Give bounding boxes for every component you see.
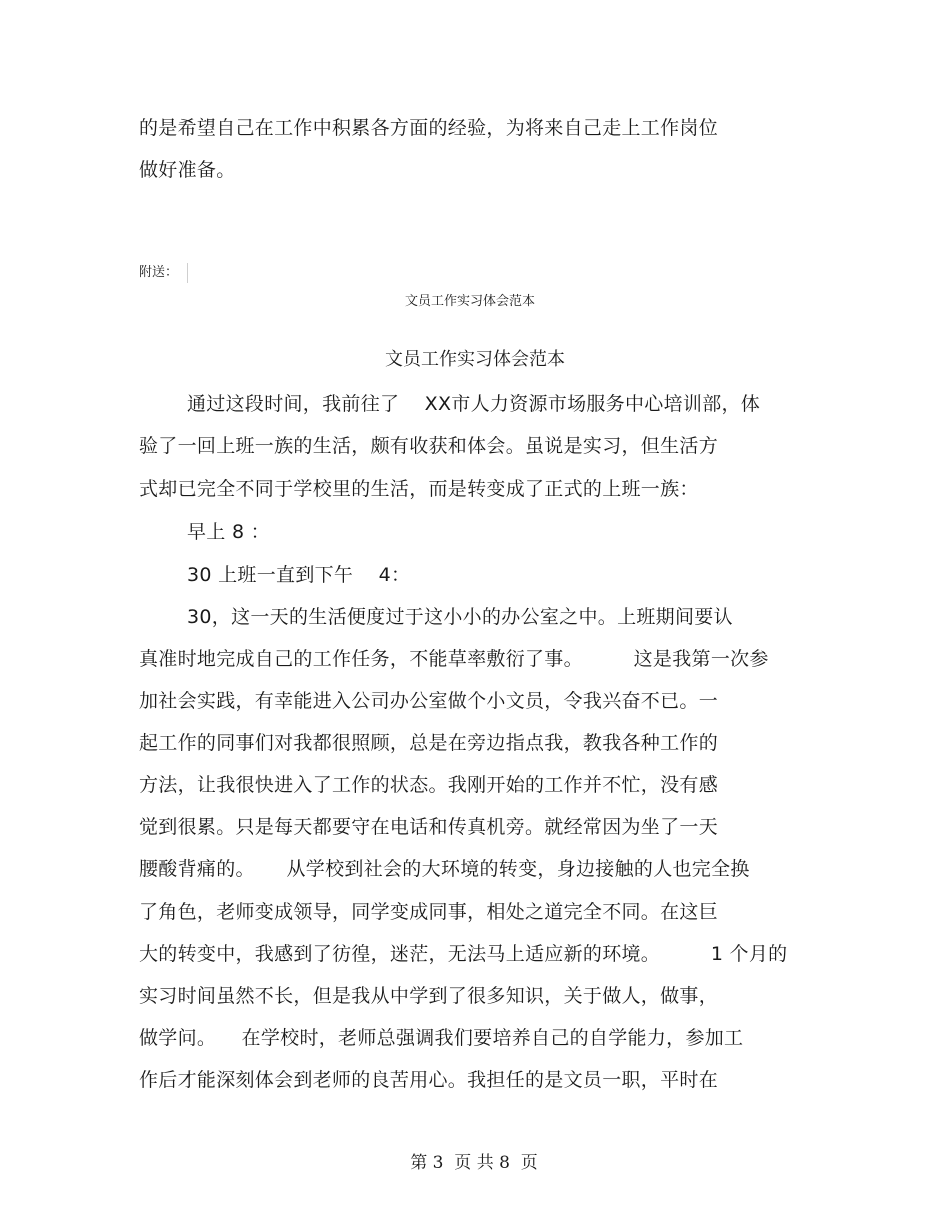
appendix-label: 附送： <box>139 265 179 280</box>
body-line: 起工作的同事们对我都很照顾，总是在旁边指点我，教我各种工作的 <box>139 732 719 754</box>
body-line: 验了一回上班一族的生活，颇有收获和体会。虽说是实习，但生活方 <box>139 435 719 457</box>
body-line: 做学问。 在学校时，老师总强调我们要培养自己的自学能力，参加工 <box>139 1027 744 1049</box>
body-line: 早上 8 ： <box>187 521 270 543</box>
paragraph-line: 的是希望自己在工作中积累各方面的经验，为将来自己走上工作岗位 <box>139 117 719 139</box>
appendix-heading: 文员工作实习体会范本 <box>404 294 535 309</box>
body-line: 30，这一天的生活便度过于这小小的办公室之中。上班期间要认 <box>187 606 733 628</box>
body-line: 真准时地完成自己的工作任务，不能草率敷衍了事。 这是我第一次参 <box>139 648 769 670</box>
paragraph-line: 做好准备。 <box>139 159 236 181</box>
body-line: 实习时间虽然不长，但是我从中学到了很多知识，关于做人，做事， <box>139 985 719 1007</box>
body-line: 作后才能深刻体会到老师的良苦用心。我担任的是文员一职，平时在 <box>139 1069 719 1091</box>
body-line: 大的转变中，我感到了彷徨，迷茫，无法马上适应新的环境。 1 个月的 <box>139 943 788 965</box>
body-line: 30 上班一直到下午 4： <box>187 564 411 586</box>
body-line: 通过这段时间，我前往了 XX市人力资源市场服务中心培训部，体 <box>187 393 761 415</box>
body-line: 式却已完全不同于学校里的生活，而是转变成了正式的上班一族： <box>139 478 699 500</box>
page-number-footer: 第 3 页 共 8 页 <box>410 1153 538 1173</box>
body-line: 了角色，老师变成领导，同学变成同事，相处之道完全不同。在这巨 <box>139 901 719 923</box>
body-line: 加社会实践，有幸能进入公司办公室做个小文员，令我兴奋不已。一 <box>139 690 719 712</box>
body-line: 觉到很累。只是每天都要守在电话和传真机旁。就经常因为坐了一天 <box>139 816 719 838</box>
body-line: 腰酸背痛的。 从学校到社会的大环境的转变，身边接触的人也完全换 <box>139 858 750 880</box>
divider <box>187 263 188 283</box>
body-line: 方法，让我很快进入了工作的状态。我刚开始的工作并不忙，没有感 <box>139 774 719 796</box>
document-title: 文员工作实习体会范本 <box>385 349 565 370</box>
